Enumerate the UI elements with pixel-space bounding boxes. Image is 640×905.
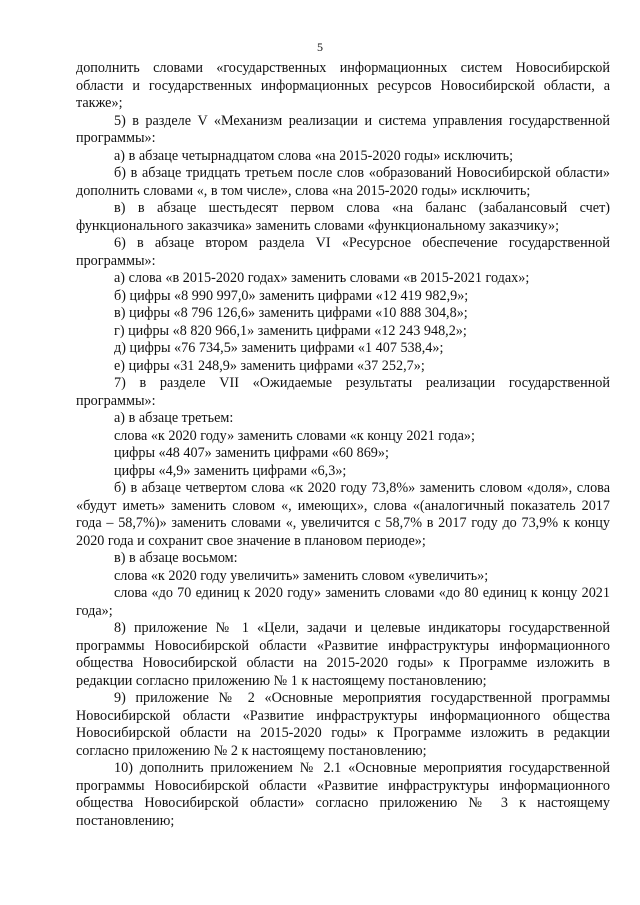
paragraph: а) слова «в 2015-2020 годах» заменить словами «в 2015-2021 годах»; <box>114 270 530 286</box>
paragraph: цифры «48 407» заменить цифрами «60 869»; <box>114 445 389 461</box>
page-number: 5 <box>317 40 323 54</box>
paragraph: а) в абзаце четырнадцатом слова «на 2015-2020 годы» исключить; <box>114 147 514 164</box>
paragraph: е) цифры «31 248,9» заменить цифрами «37 252,7»; <box>114 357 425 374</box>
paragraph: 8) приложение № 1 «Цели, задачи и целевые индикаторы государственной программы Новосибирской области «Развитие инфраструктуры информационного общества Новосибирской области на 2015-2020 годы» к Программе изложить в редакции согласно приложению № 1 к настоящему постановлению; <box>76 620 610 689</box>
paragraph: а) в абзаце третьем: <box>114 410 234 426</box>
paragraph: 7) в разделе VII «Ожидаемые результаты реализации государственной программы»: <box>76 375 610 409</box>
paragraph: в) в абзаце восьмом: <box>114 550 238 566</box>
paragraph: дополнить словами «государственных информационных систем Новосибирской области и государственных информационных ресурсов Новосибирской области, а также»; <box>76 60 610 111</box>
paragraph: слова «к 2020 году» заменить словами «к концу 2021 года»; <box>114 427 475 444</box>
paragraph: д) цифры «76 734,5» заменить цифрами «1 407 538,4»; <box>114 340 444 356</box>
paragraph: 9) приложение № 2 «Основные мероприятия государственной программы Новосибирской области «Развитие инфраструктуры информационного общества Новосибирской области на 2015-2020 годы» к Программе изложить в редакции согласно приложению № 2 к настоящему постановлению; <box>76 690 610 759</box>
paragraph: 10) дополнить приложением № 2.1 «Основные мероприятия государственной программы Новосибирской области «Развитие инфраструктуры информационного общества Новосибирской области» согласно приложению № 3 к настоящему постановлению; <box>76 760 610 829</box>
paragraph: б) в абзаце четвертом слова «к 2020 году 73,8%» заменить словом «доля», слова «будут иметь» заменить словом «, имеющих», слова «(аналогичный показатель 2017 года – 58,7%)» заменить словами «, увеличится с 58,7% в 2017 году до 73,9% к концу 2020 года и сохранит свое значение в плановом периоде»; <box>76 480 610 549</box>
paragraph: б) в абзаце тридцать третьем после слов «образований Новосибирской области» дополнить словами «, в том числе», слова «на 2015-2020 годы» исключить; <box>76 165 610 199</box>
paragraph: г) цифры «8 820 966,1» заменить цифрами «12 243 948,2»; <box>114 322 467 339</box>
paragraph: 6) в абзаце втором раздела VI «Ресурсное обеспечение государственной программы»: <box>76 235 610 269</box>
paragraph: в) цифры «8 796 126,6» заменить цифрами «10 888 304,8»; <box>114 305 468 321</box>
document-body <box>76 60 610 830</box>
paragraph: слова «до 70 единиц к 2020 году» заменить словами «до 80 единиц к концу 2021 года»; <box>76 585 610 619</box>
paragraph: 5) в разделе V «Механизм реализации и система управления государственной программы»: <box>76 112 610 146</box>
paragraph: цифры «4,9» заменить цифрами «6,3»; <box>114 462 347 479</box>
paragraph: слова «к 2020 году увеличить» заменить словом «увеличить»; <box>114 567 489 584</box>
paragraph: в) в абзаце шестьдесят первом слова «на баланс (забалансовый счет) функционального заказчика» заменить словами «функциональному заказчику»; <box>76 200 610 234</box>
paragraph: б) цифры «8 990 997,0» заменить цифрами «12 419 982,9»; <box>114 287 469 304</box>
